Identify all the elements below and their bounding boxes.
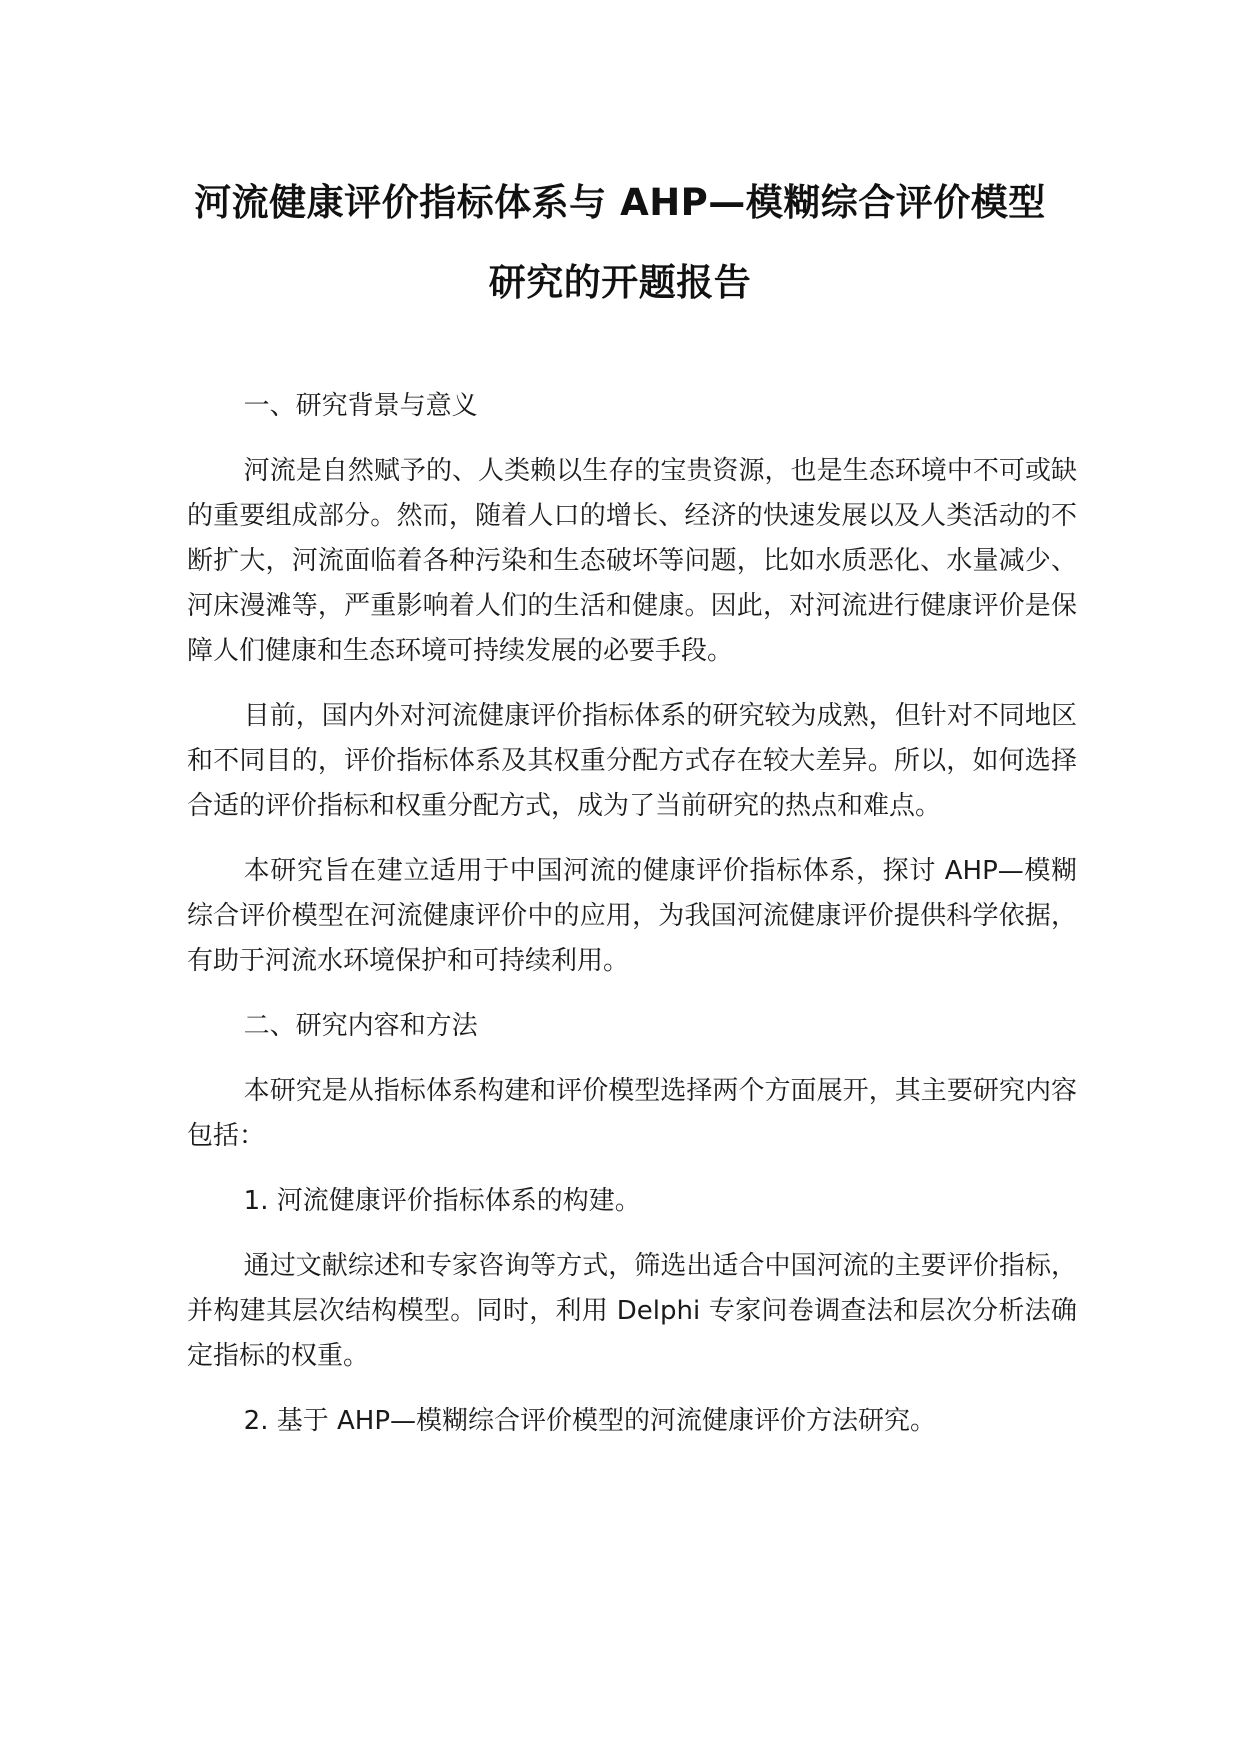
paragraph-content-intro: 本研究是从指标体系构建和评价模型选择两个方面展开，其主要研究内容包括： (187, 1076, 1077, 1151)
list-item-2: 2. 基于 AHP—模糊综合评价模型的河流健康评价方法研究。 (243, 1406, 937, 1436)
paragraph-item-1-detail: 通过文献综述和专家咨询等方式，筛选出适合中国河流的主要评价指标，并构建其层次结构模型。同时，利用 Delphi 专家问卷调查法和层次分析法确定指标的权重。 (187, 1251, 1077, 1371)
document-body (187, 384, 1077, 1464)
section-heading-background: 一、研究背景与意义 (243, 391, 478, 421)
document-title-line1: 河流健康评价指标体系与 AHP—模糊综合评价模型 (194, 181, 1046, 224)
paragraph-research-aim: 本研究旨在建立适用于中国河流的健康评价指标体系，探讨 AHP—模糊综合评价模型在河流健康评价中的应用，为我国河流健康评价提供科学依据，有助于河流水环境保护和可持续利用。 (187, 856, 1077, 976)
list-item-1: 1. 河流健康评价指标体系的构建。 (243, 1186, 641, 1216)
document-title-line2: 研究的开题报告 (488, 261, 752, 304)
paragraph-background: 河流是自然赋予的、人类赖以生存的宝贵资源，也是生态环境中不可或缺的重要组成部分。然而，随着人口的增长、经济的快速发展以及人类活动的不断扩大，河流面临着各种污染和生态破坏等问题，比如水质恶化、水量减少、河床漫滩等，严重影响着人们的生活和健康。因此，对河流进行健康评价是保障人们健康和生态环境可持续发展的必要手段。 (187, 456, 1077, 666)
section-heading-content-method: 二、研究内容和方法 (243, 1011, 478, 1041)
paragraph-current-research: 目前，国内外对河流健康评价指标体系的研究较为成熟，但针对不同地区和不同目的，评价指标体系及其权重分配方式存在较大差异。所以，如何选择合适的评价指标和权重分配方式，成为了当前研究的热点和难点。 (187, 701, 1077, 821)
